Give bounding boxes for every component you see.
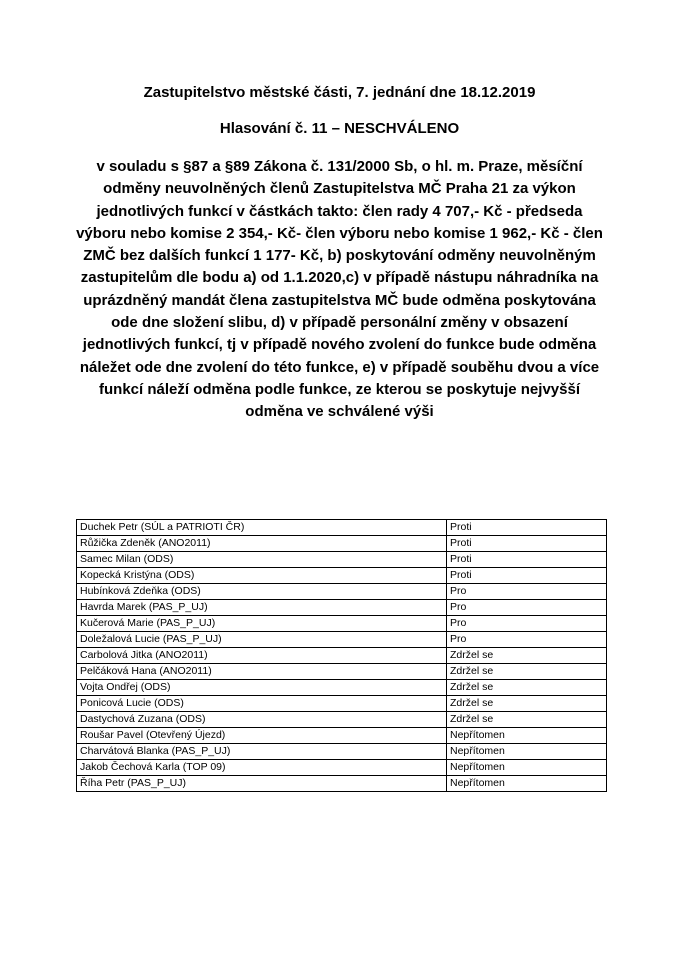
table-row: [77, 632, 607, 648]
member-vote: Pro: [447, 616, 607, 632]
member-name: Pelčáková Hana (ANO2011): [77, 664, 447, 680]
votes-table-body: [77, 520, 607, 792]
member-name: Carbolová Jitka (ANO2011): [77, 648, 447, 664]
member-name: Kopecká Kristýna (ODS): [77, 568, 447, 584]
table-row: [77, 536, 607, 552]
table-row: [77, 744, 607, 760]
meeting-title: Zastupitelstvo městské části, 7. jednání dne 18.12.2019: [143, 84, 536, 101]
member-vote: Nepřítomen: [447, 744, 607, 760]
member-vote: Proti: [447, 568, 607, 584]
table-row: [77, 664, 607, 680]
table-row: [77, 648, 607, 664]
table-row: [77, 520, 607, 536]
member-vote: Pro: [447, 584, 607, 600]
resolution-text: v souladu s §87 a §89 Zákona č. 131/2000 Sb, o hl. m. Praze, měsíční odměny neuvolněných členů Zastupitelstva MČ Praha 21 za výkon jednotlivých funkcí v částkách takto: člen rady 4 707,- Kč - předseda výboru nebo komise 2 354,- Kč- člen výboru nebo komise 1 962,- Kč - člen ZMČ bez dalších funkcí 1 177- Kč, b) poskytování odměny neuvolněným zastupitelům dle bodu a) od 1.1.2020,c) v případě nástupu náhradníka na uprázdněný mandát člena zastupitelstva MČ bude odměna poskytována ode dne složení slibu, d) v případě personální změny v obsazení jednotlivých funkcí, tj v případě nového zvolení do funkce bude odměna náležet ode dne zvolení do této funkce, e) v případě souběhu dvou a více funkcí náleží odměna podle funkce, ze kterou se poskytuje nejvyšší odměna ve schválené výši: [76, 158, 603, 421]
vote-title: Hlasování č. 11 – NESCHVÁLENO: [219, 120, 460, 137]
member-name: Doležalová Lucie (PAS_P_UJ): [77, 632, 447, 648]
member-vote: Proti: [447, 536, 607, 552]
member-name: Dastychová Zuzana (ODS): [77, 712, 447, 728]
member-vote: Zdržel se: [447, 664, 607, 680]
member-name: Roušar Pavel (Otevřený Újezd): [77, 728, 447, 744]
table-row: [77, 760, 607, 776]
member-name: Vojta Ondřej (ODS): [77, 680, 447, 696]
member-vote: Proti: [447, 552, 607, 568]
member-vote: Zdržel se: [447, 696, 607, 712]
member-name: Duchek Petr (SÚL a PATRIOTI ČR): [77, 520, 447, 536]
votes-table: [76, 519, 607, 792]
member-vote: Pro: [447, 600, 607, 616]
table-row: [77, 776, 607, 792]
table-row: [77, 600, 607, 616]
member-name: Ponicová Lucie (ODS): [77, 696, 447, 712]
member-vote: Pro: [447, 632, 607, 648]
table-row: [77, 712, 607, 728]
table-row: [77, 728, 607, 744]
member-vote: Zdržel se: [447, 680, 607, 696]
member-name: Samec Milan (ODS): [77, 552, 447, 568]
member-name: Jakob Čechová Karla (TOP 09): [77, 760, 447, 776]
table-row: [77, 584, 607, 600]
table-row: [77, 616, 607, 632]
member-vote: Nepřítomen: [447, 728, 607, 744]
member-name: Charvátová Blanka (PAS_P_UJ): [77, 744, 447, 760]
member-name: Hubínková Zdeňka (ODS): [77, 584, 447, 600]
member-vote: Zdržel se: [447, 648, 607, 664]
table-row: [77, 552, 607, 568]
member-vote: Nepřítomen: [447, 776, 607, 792]
member-vote: Nepřítomen: [447, 760, 607, 776]
table-row: [77, 568, 607, 584]
member-vote: Proti: [447, 520, 607, 536]
member-name: Říha Petr (PAS_P_UJ): [77, 776, 447, 792]
member-name: Havrda Marek (PAS_P_UJ): [77, 600, 447, 616]
member-name: Růžička Zdeněk (ANO2011): [77, 536, 447, 552]
table-row: [77, 680, 607, 696]
table-row: [77, 696, 607, 712]
member-vote: Zdržel se: [447, 712, 607, 728]
member-name: Kučerová Marie (PAS_P_UJ): [77, 616, 447, 632]
